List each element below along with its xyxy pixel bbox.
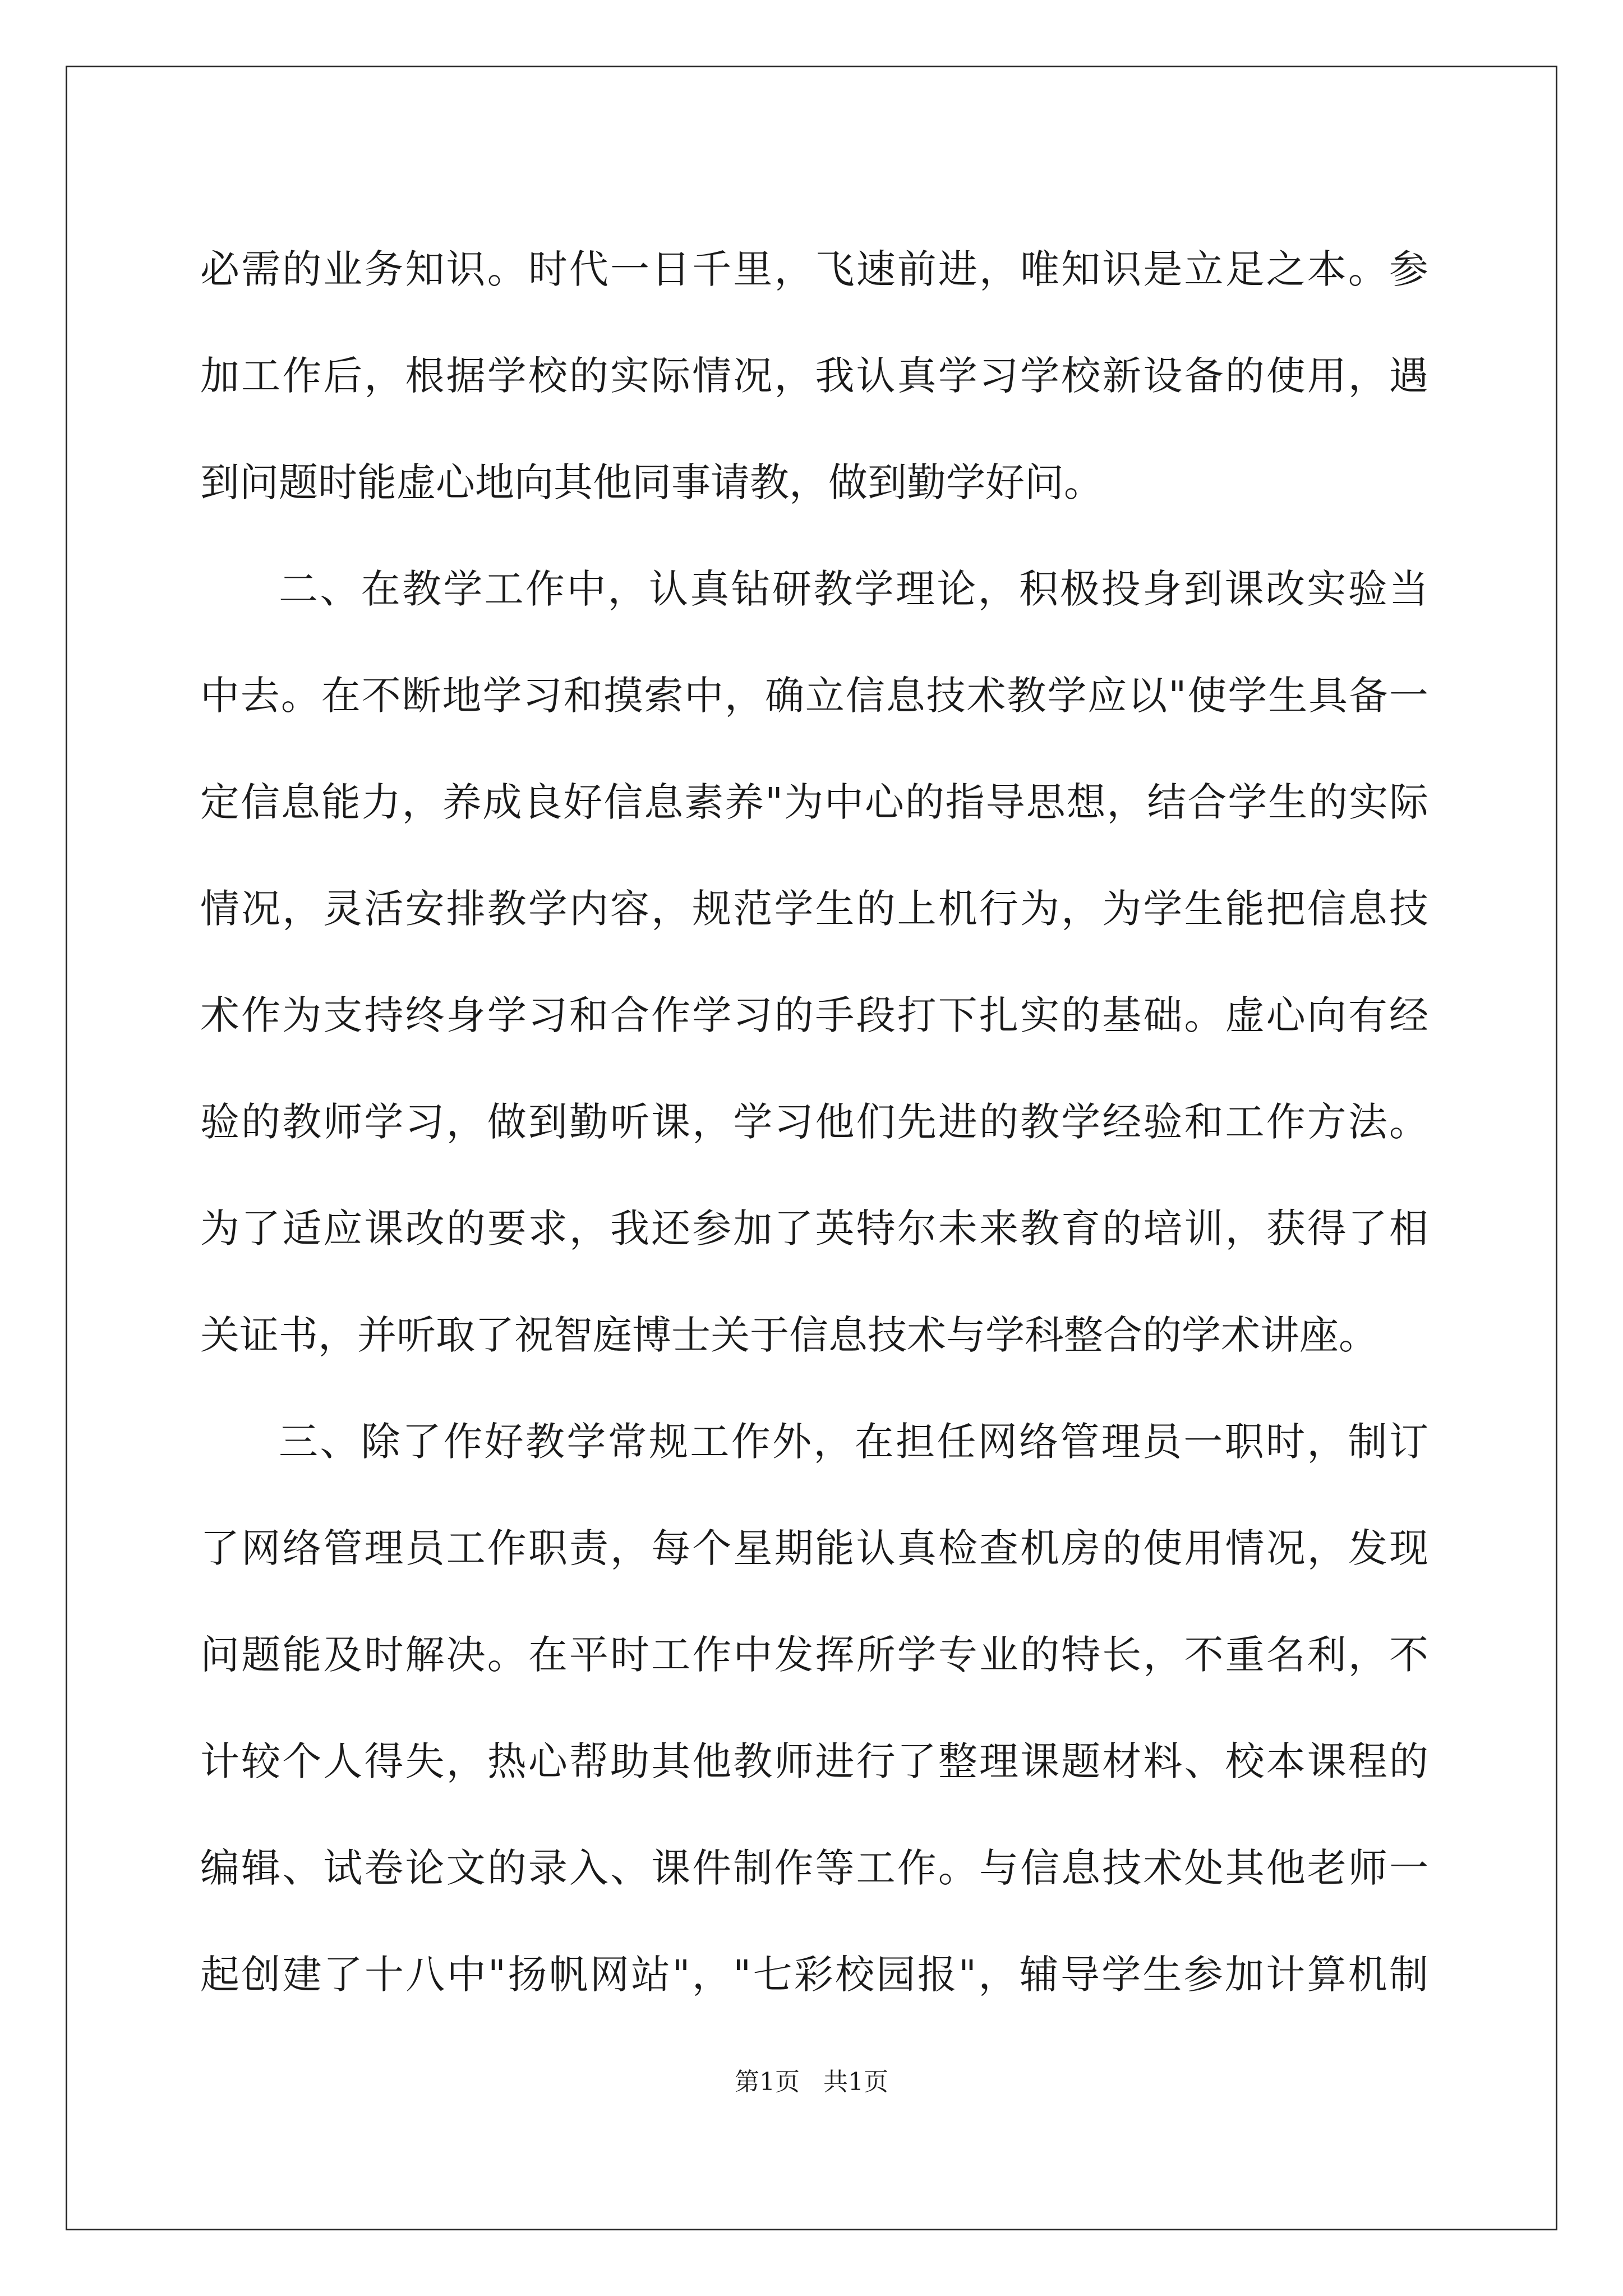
document-body — [200, 216, 1428, 2028]
text-line: 计较个人得失，热心帮助其他教师进行了整理课题材料、校本课程的 — [200, 1738, 1428, 1784]
text-line: 问题能及时解决。在平时工作中发挥所学专业的特长，不重名利，不 — [200, 1632, 1428, 1678]
text-line: 关证书，并听取了祝智庭博士关于信息技术与学科整合的学术讲座。 — [200, 1312, 1378, 1358]
text-line: 到问题时能虚心地向其他同事请教，做到勤学好问。 — [200, 459, 1103, 505]
text-line: 起创建了十八中"扬帆网站"，"七彩校园报"，辅导学生参加计算机制 — [200, 1952, 1428, 1998]
text-line: 术作为支持终身学习和合作学习的手段打下扎实的基础。虚心向有经 — [200, 992, 1428, 1038]
text-line: 二、在教学工作中，认真钻研教学理论，积极投身到课改实验当 — [279, 566, 1428, 612]
text-line: 必需的业务知识。时代一日千里，飞速前进，唯知识是立足之本。参 — [200, 246, 1428, 292]
text-line: 编辑、试卷论文的录入、课件制作等工作。与信息技术处其他老师一 — [200, 1845, 1428, 1891]
text-line: 加工作后，根据学校的实际情况，我认真学习学校新设备的使用，遇 — [200, 353, 1428, 399]
page-footer: 第1页 共1页 — [735, 2068, 888, 2096]
text-line: 验的教师学习，做到勤听课，学习他们先进的教学经验和工作方法。 — [200, 1099, 1428, 1145]
text-line: 情况，灵活安排教学内容，规范学生的上机行为，为学生能把信息技 — [200, 886, 1428, 932]
text-line: 了网络管理员工作职责，每个星期能认真检查机房的使用情况，发现 — [200, 1525, 1428, 1571]
text-line: 为了适应课改的要求，我还参加了英特尔未来教育的培训，获得了相 — [200, 1205, 1428, 1251]
text-line: 中去。在不断地学习和摸索中，确立信息技术教学应以"使学生具备一 — [200, 673, 1428, 719]
text-line: 三、除了作好教学常规工作外，在担任网络管理员一职时，制订 — [279, 1419, 1428, 1465]
text-line: 定信息能力，养成良好信息素养"为中心的指导思想，结合学生的实际 — [200, 779, 1428, 825]
